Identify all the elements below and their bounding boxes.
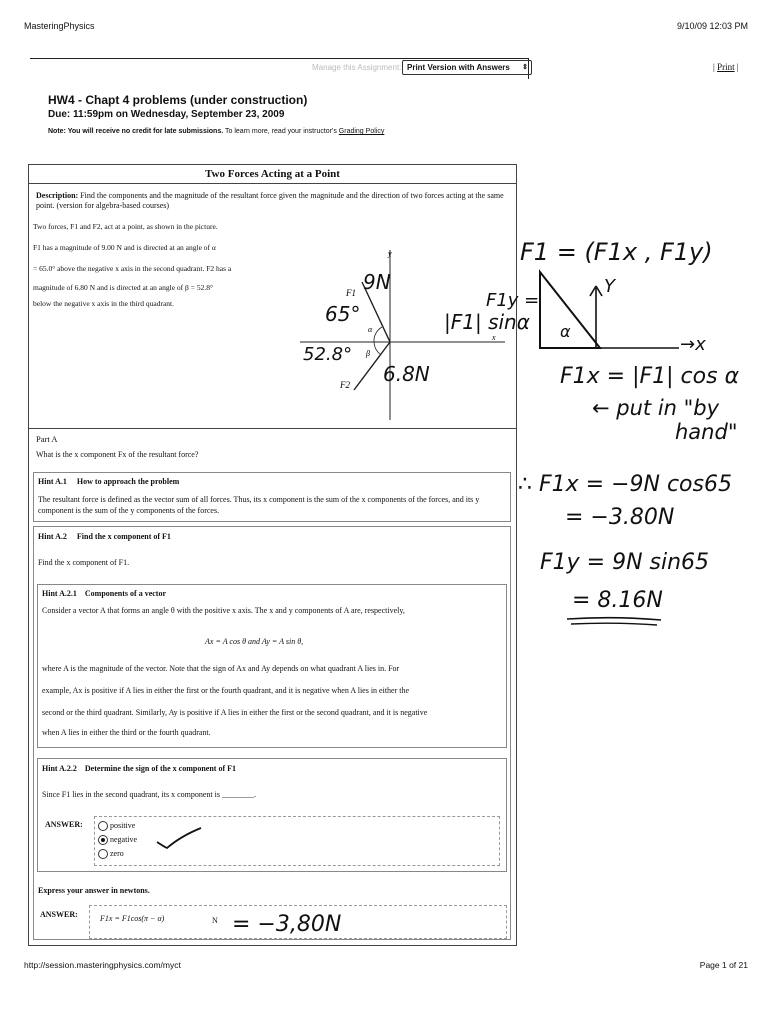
hint-a21-p2: example, Ax is positive if A lies in either the first or the fourth quadrant, and it is negative when A lies in either the (42, 686, 410, 695)
hw-put-in: ← put in "by (592, 396, 720, 420)
page-number: Page 1 of 21 (699, 960, 748, 970)
hw-9n: 9N (363, 270, 391, 294)
hint-a22-header[interactable] (42, 764, 236, 773)
hw-calc-f1x: ∴ F1x = −9N cos65 (518, 472, 732, 497)
hw-y-arrowhead-r (596, 286, 602, 296)
description-text: Find the components and the magnitude of the resultant force given the magnitude and the direction of two forces acting at the same point. (version for algebra-based courses) (36, 191, 504, 210)
assignment-toolbar (30, 58, 529, 79)
option-zero-label: zero (110, 849, 124, 858)
hw-alpha: α (560, 322, 571, 341)
hint-a21-title: Components of a vector (84, 589, 167, 598)
hint-a1-text: The resultant force is defined as the vector sum of all forces. Thus, its x component is the sum of the x components of the forces, and its y component is the sum of the y components of the forces. (38, 495, 480, 515)
assignment-title: HW4 - Chapt 4 problems (under construction) (48, 93, 308, 107)
answer2-formula: F1x = F1cos(π − α) (100, 914, 165, 923)
hw-f1x: F1x = |F1| cos α (560, 364, 740, 389)
assignment-due: Due: 11:59pm on Wednesday, September 23, 2009 (48, 109, 285, 120)
hint-a21-label: Hint A.2.1 (42, 589, 77, 598)
y-axis-label: y (388, 249, 392, 258)
answer2-unit: N (212, 916, 218, 925)
hint-a22-title: Determine the sign of the x component of F1 (84, 764, 236, 773)
problem-line-1: Two forces, F1 and F2, act at a point, as shown in the picture. (33, 222, 218, 231)
alpha-arc (374, 327, 382, 342)
hint-a21-p3: second or the third quadrant. Similarly, Ay is positive if A lies in either the first or the second quadrant, and it is negative (42, 708, 428, 717)
hw-calc-f1y-result: = 8.16N (572, 588, 663, 613)
hw-f1-components: F1 = (F1x , F1y) (520, 238, 713, 266)
f2-label: F2 (340, 380, 350, 390)
hint-a1-title: How to approach the problem (76, 477, 180, 486)
footer-url: http://session.masteringphysics.com/myct (24, 960, 181, 970)
hint-a21-formula: Ax = A cos θ and Ay = A sin θ, (205, 637, 304, 646)
option-negative[interactable] (98, 835, 137, 845)
hint-a21-p1: where A is the magnitude of the vector. Note that the sign of Ax and Ay depends on what quadrant A lies in. For (42, 664, 400, 673)
hw-calc-f1y: F1y = 9N sin65 (540, 550, 710, 575)
hw-f1y: F1y = (486, 290, 540, 311)
hw-y-arrowhead-l (590, 286, 596, 296)
hw-underline (565, 615, 665, 627)
hint-a21-header[interactable] (42, 589, 166, 598)
hint-a21-text: Consider a vector A that forms an angle θ with the positive x axis. The x and y components of A are, respectively, (42, 606, 405, 615)
hw-6-8n: 6.8N (383, 362, 430, 386)
app-title: MasteringPhysics (24, 21, 95, 31)
hint-a2-text: Find the x component of F1. (38, 558, 130, 567)
hint-a22-text: Since F1 lies in the second quadrant, its x component is ________. (42, 790, 256, 799)
hint-a1-header[interactable] (38, 477, 179, 486)
part-a-label: Part A (36, 434, 58, 444)
express-text: Express your answer in newtons. (38, 886, 150, 895)
print-link-wrap: | Print | (713, 62, 739, 72)
f1-label: F1 (346, 288, 356, 298)
hint-a21-p4: when A lies in either the third or the fourth quadrant. (42, 728, 211, 737)
radio-zero[interactable] (98, 849, 108, 859)
print-version-select[interactable] (402, 60, 532, 75)
late-note-text: To learn more, read your instructor's (225, 128, 337, 135)
problem-line-2: F1 has a magnitude of 9.00 N and is directed at an angle of α (33, 243, 216, 252)
radio-negative[interactable] (98, 835, 108, 845)
hw-underline-2 (571, 623, 657, 625)
answer2-label: ANSWER: (40, 910, 78, 919)
hw-hand: hand" (675, 420, 738, 444)
answer-label: ANSWER: (45, 820, 83, 829)
part-a-question: What is the x component Fx of the resultant force? (36, 450, 199, 459)
hint-a22-label: Hint A.2.2 (42, 764, 77, 773)
grading-policy-link[interactable]: Grading Policy (338, 128, 385, 135)
part-a-divider (29, 428, 516, 429)
hw-checkmark-stroke (157, 828, 201, 848)
hw-calc-f1x-result: = −3.80N (565, 505, 675, 530)
hw-answer: = −3,80N (232, 912, 342, 937)
hw-y-label: Y (604, 276, 615, 297)
hw-x-label: →x (680, 334, 706, 355)
hint-a2-title: Find the x component of F1 (76, 532, 171, 541)
hint-a1-label: Hint A.1 (38, 477, 67, 486)
print-version-value: Print Version with Answers (407, 63, 510, 72)
problem-line-5: below the negative x axis in the third quadrant. (33, 299, 175, 308)
problem-description (36, 191, 506, 211)
hw-sin-term: |F1| sinα (444, 310, 530, 334)
option-negative-label: negative (110, 835, 138, 844)
print-link[interactable]: Print (717, 62, 735, 72)
description-label: Description: (36, 191, 79, 200)
option-positive-label: positive (110, 821, 136, 830)
beta-label: β (366, 349, 370, 358)
alpha-label: α (368, 325, 373, 334)
problem-title: Two Forces Acting at a Point (29, 165, 516, 184)
hint-a2-label: Hint A.2 (38, 532, 67, 541)
radio-positive[interactable] (98, 821, 108, 831)
hint-a2-header[interactable] (38, 532, 171, 541)
hw-65: 65° (325, 302, 361, 326)
option-zero[interactable] (98, 849, 124, 859)
late-note-bold: Note: You will receive no credit for late submissions. (48, 128, 224, 135)
hw-checkmark-icon (155, 826, 203, 852)
problem-line-4: magnitude of 6.80 N and is directed at an angle of β = 52.8° (33, 283, 213, 292)
problem-line-3: = 65.0° above the negative x axis in the second quadrant. F2 has a (33, 264, 232, 273)
print-datetime: 9/10/09 12:03 PM (676, 21, 748, 31)
late-note (48, 128, 384, 135)
select-arrows-icon: ⇕ (522, 64, 528, 71)
beta-arc (374, 342, 380, 354)
x-axis-label: x (492, 333, 496, 342)
option-positive[interactable] (98, 821, 135, 831)
hw-52-8: 52.8° (303, 344, 353, 365)
manage-label: Manage this Assignment: (312, 63, 402, 72)
hw-underline-1 (567, 618, 661, 620)
